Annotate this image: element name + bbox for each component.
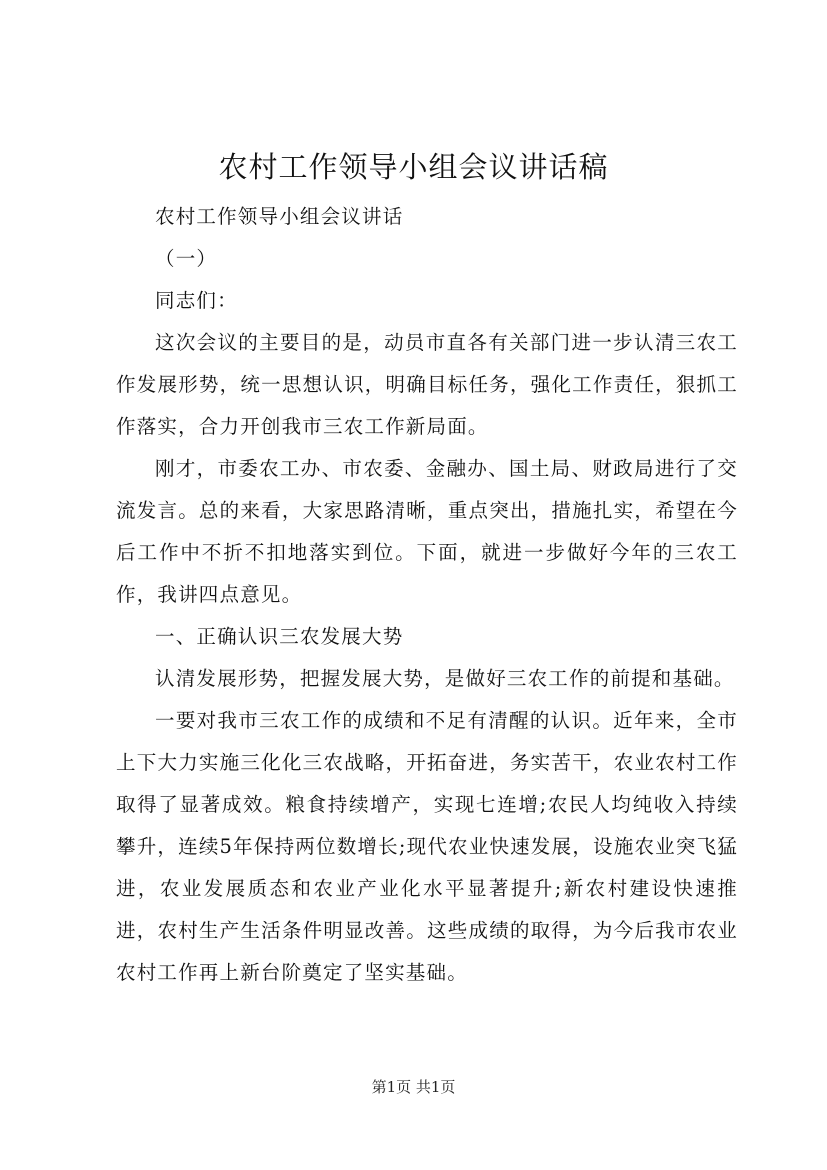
- page-footer: 第1页 共1页: [371, 1078, 456, 1096]
- section-number-paragraph: （一）: [155, 247, 218, 270]
- body-paragraph: 认清发展形势，把握发展大势，是做好三农工作的前提和基础。: [155, 667, 735, 690]
- section-heading: 一、正确认识三农发展大势: [155, 625, 404, 648]
- body-paragraph: 这次会议的主要目的是，动员市直各有关部门进一步认清三农工作发展形势，统一思想认识，明确目标任务，强化工作责任，狠抓工作落实，合力开创我市三农工作新局面。: [116, 331, 738, 438]
- body-paragraph: 刚才，市委农工办、市农委、金融办、国土局、财政局进行了交流发言。总的来看，大家思路清晰，重点突出，措施扎实，希望在今后工作中不折不扣地落实到位。下面，就进一步做好今年的三农工作，我讲四点意见。: [116, 457, 738, 606]
- subtitle-paragraph: 农村工作领导小组会议讲话: [155, 205, 404, 228]
- body-paragraph: 一要对我市三农工作的成绩和不足有清醒的认识。近年来，全市上下大力实施三化化三农战略，开拓奋进，务实苦干，农业农村工作取得了显著成效。粮食持续增产，实现七连增;农民人均纯收入持续攀升，连续5年保持两位数增长;现代农业快速发展，设施农业突飞猛进，农业发展质态和农业产业化水平显著提升;新农村建设快速推进，农村生产生活条件明显改善。这些成绩的取得，为今后我市农业农村工作再上新台阶奠定了坚实基础。: [116, 709, 738, 984]
- salutation-paragraph: 同志们：: [155, 289, 238, 312]
- document-title: 农村工作领导小组会议讲话稿: [218, 150, 609, 184]
- document-body: [116, 196, 738, 994]
